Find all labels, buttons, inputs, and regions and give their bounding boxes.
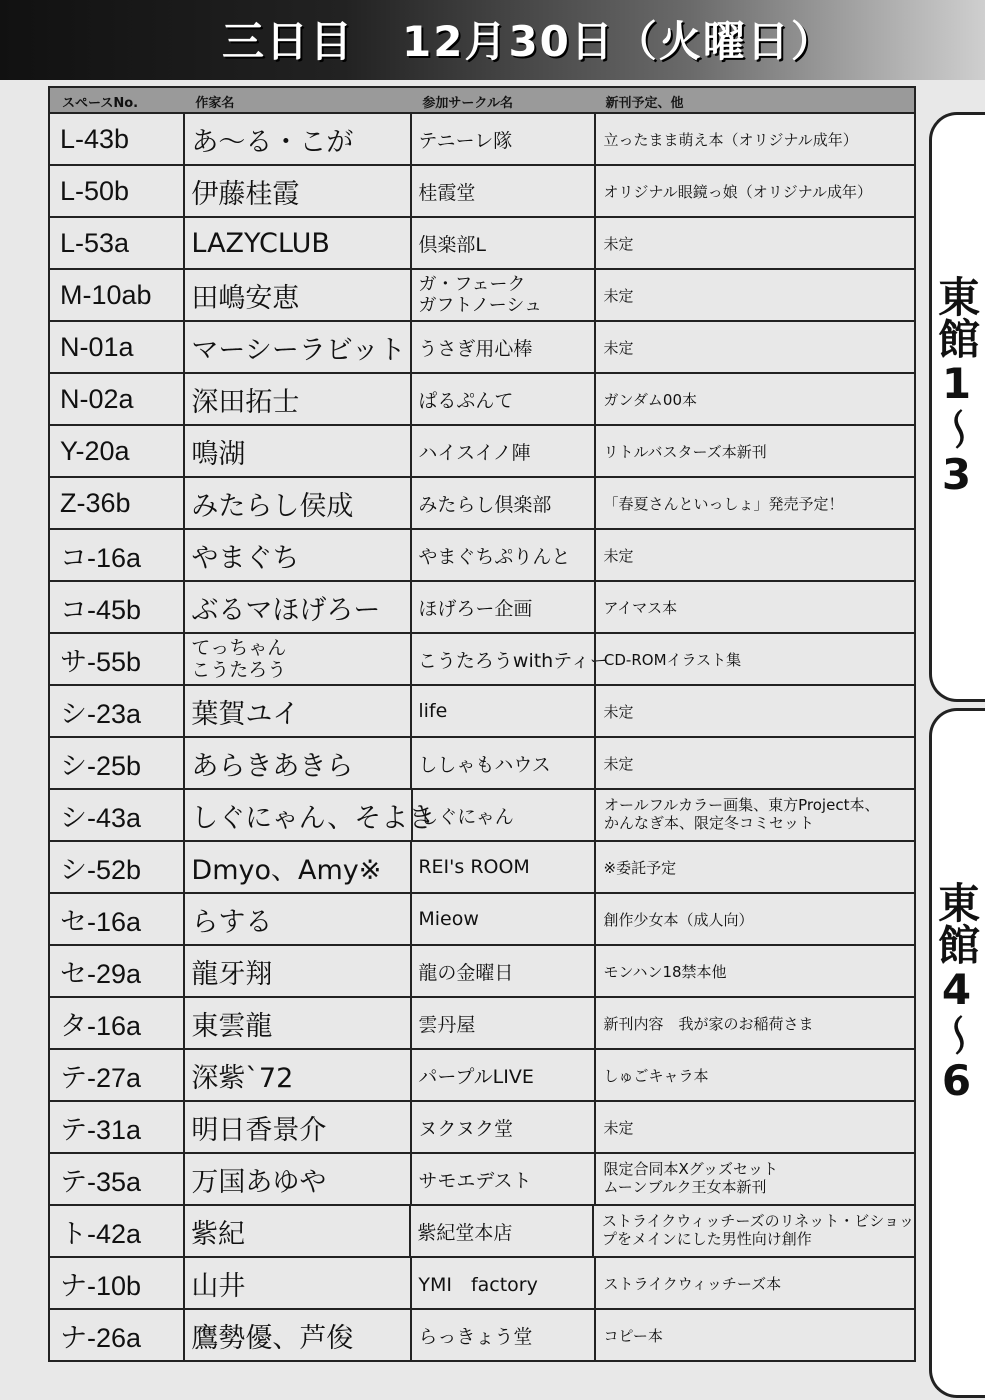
cell-author xyxy=(183,1310,410,1360)
table-row xyxy=(50,528,914,580)
cell-author-line: 明日香景介 xyxy=(191,1114,327,1146)
cell-author xyxy=(183,374,410,424)
cell-circle-line: みたらし倶楽部 xyxy=(418,493,552,516)
cell-notes-line: 未定 xyxy=(603,338,634,357)
cell-author xyxy=(183,686,410,736)
cell-space: M-10ab xyxy=(60,279,152,310)
cell-author-line: 鳴湖 xyxy=(191,438,246,470)
cell-space: ト-42a xyxy=(60,1218,142,1249)
cell-circle xyxy=(411,790,594,840)
cell-notes-line: モンハン18禁本他 xyxy=(603,962,727,981)
cell-notes-line: コピー本 xyxy=(603,1326,663,1345)
cell-space: コ-16a xyxy=(60,542,142,573)
cell-notes xyxy=(592,1206,914,1256)
cell-author xyxy=(183,218,410,268)
cell-author xyxy=(183,270,410,320)
cell-circle-line: やまぐちぷりんと xyxy=(418,545,571,568)
cell-circle xyxy=(410,426,593,476)
cell-space: L-43b xyxy=(60,123,130,154)
cell-circle xyxy=(410,1102,593,1152)
cell-notes xyxy=(594,114,915,164)
cell-circle xyxy=(410,1154,593,1204)
cell-space: シ-23a xyxy=(60,698,142,729)
cell-space: タ-16a xyxy=(60,1010,142,1041)
cell-notes-line: ストライクウィッチーズ本 xyxy=(603,1274,782,1293)
cell-author xyxy=(183,790,436,840)
cell-notes-line: プをメインにした男性向け創作 xyxy=(602,1230,812,1248)
header-day: 三日目 xyxy=(222,17,355,66)
cell-notes xyxy=(594,582,915,632)
cell-space: セ-29a xyxy=(60,958,142,989)
cell-author xyxy=(183,738,410,788)
cell-notes xyxy=(594,374,915,424)
cell-circle xyxy=(410,738,593,788)
cell-notes xyxy=(594,478,915,528)
table-row xyxy=(50,1100,914,1152)
cell-circle-line: サモエデスト xyxy=(418,1169,532,1192)
cell-author-line: てっちゃん xyxy=(191,636,287,659)
cell-notes-line: オリジナル眼鏡っ娘（オリジナル成年） xyxy=(603,182,873,201)
cell-author-line: Dmyo、Amy※ xyxy=(191,854,382,886)
cell-notes xyxy=(594,998,915,1048)
cell-circle-line: Mieow xyxy=(418,908,479,930)
side-tab-hall-1-3 xyxy=(929,112,985,702)
cell-author xyxy=(183,634,410,684)
cell-space: テ-35a xyxy=(60,1166,142,1197)
cell-author-line: あ〜る・こが xyxy=(191,126,354,158)
cell-notes xyxy=(594,530,915,580)
cell-author-line: みたらし侯成 xyxy=(191,490,354,522)
cell-space: N-02a xyxy=(60,383,134,414)
table-row xyxy=(50,840,914,892)
cell-notes xyxy=(594,426,915,476)
table-row xyxy=(50,372,914,424)
table-row xyxy=(50,1048,914,1100)
cell-circle xyxy=(410,842,593,892)
cell-notes-line: 新刊内容 我が家のお稲荷さま xyxy=(603,1014,814,1033)
cell-circle-line: パープルLIVE xyxy=(418,1065,534,1088)
cell-circle xyxy=(410,166,593,216)
table-row xyxy=(50,476,914,528)
table-row xyxy=(50,1204,914,1256)
cell-circle xyxy=(410,686,593,736)
table-row xyxy=(50,268,914,320)
cell-author xyxy=(183,1050,410,1100)
cell-circle xyxy=(410,478,593,528)
cell-circle xyxy=(410,946,593,996)
side-tab-hall-4-6 xyxy=(929,708,985,1398)
cell-author-line: 葉賀ユイ xyxy=(191,698,300,730)
cell-author xyxy=(183,530,410,580)
table-row xyxy=(50,996,914,1048)
cell-space: シ-43a xyxy=(60,802,142,833)
cell-circle-line: 倶楽部L xyxy=(418,233,486,256)
cell-notes xyxy=(594,322,915,372)
cell-space: シ-52b xyxy=(60,854,142,885)
cell-circle xyxy=(410,1050,593,1100)
cell-author xyxy=(183,1258,410,1308)
cell-author-line: あらきあきら xyxy=(191,750,354,782)
side-tab-label: 東館4〜6 xyxy=(932,881,981,1105)
cell-notes-line: ムーンブルク王女本新刊 xyxy=(603,1178,767,1196)
cell-author-line: 深紫`72 xyxy=(191,1062,294,1094)
column-header-space: スペースNo. xyxy=(62,96,139,111)
cell-circle-line: 雲丹屋 xyxy=(418,1013,476,1036)
table-row xyxy=(50,320,914,372)
cell-notes xyxy=(594,1154,915,1204)
cell-circle xyxy=(410,582,593,632)
table-row xyxy=(50,944,914,996)
cell-circle xyxy=(410,374,593,424)
cell-notes xyxy=(594,1310,915,1360)
cell-notes-line: 「春夏さんといっしょ」発売予定！ xyxy=(603,494,844,513)
cell-circle xyxy=(410,998,593,1048)
header-date: 12月30日（火曜日） xyxy=(402,17,835,66)
cell-notes xyxy=(594,686,915,736)
column-header-circle: 参加サークル名 xyxy=(422,96,513,111)
cell-notes xyxy=(594,790,914,840)
cell-author xyxy=(183,478,410,528)
cell-space: サ-55b xyxy=(60,646,142,677)
table-row xyxy=(50,164,914,216)
cell-author-line: やまぐち xyxy=(191,542,300,574)
cell-space: L-53a xyxy=(60,227,130,258)
cell-author xyxy=(183,894,410,944)
table-body xyxy=(48,112,916,1362)
cell-notes xyxy=(594,1258,915,1308)
cell-notes xyxy=(594,270,915,320)
cell-author-line: LAZYCLUB xyxy=(191,227,330,259)
table-row xyxy=(50,580,914,632)
cell-notes-line: 限定合同本Xグッズセット xyxy=(603,1160,779,1179)
cell-notes-line: 未定 xyxy=(603,546,634,565)
cell-circle xyxy=(410,634,609,684)
cell-notes-line: 立ったまま萌え本（オリジナル成年） xyxy=(603,130,858,149)
cell-circle-line: しぐにゃん xyxy=(419,805,514,828)
cell-circle-line: ほげろー企画 xyxy=(418,597,533,620)
cell-author-line: 深田拓士 xyxy=(191,386,300,418)
cell-space: セ-16a xyxy=(60,906,142,937)
cell-author-line: らする xyxy=(191,906,273,938)
cell-circle-line: REI's ROOM xyxy=(418,856,530,878)
cell-author xyxy=(183,1206,409,1256)
cell-notes-line: オールフルカラー画集、東方Project本、 xyxy=(604,796,880,815)
cell-circle xyxy=(410,530,593,580)
cell-notes-line: CD-ROMイラスト集 xyxy=(603,650,742,669)
cell-notes xyxy=(594,634,914,684)
cell-circle-line: こうたろうwithティー xyxy=(417,649,609,672)
cell-notes-line: しゅごキャラ本 xyxy=(603,1066,709,1085)
cell-notes-line: 未定 xyxy=(603,234,634,253)
cell-space: L-50b xyxy=(60,175,130,206)
cell-space: ナ-10b xyxy=(60,1270,142,1301)
cell-author-line: こうたろう xyxy=(191,659,287,681)
cell-circle xyxy=(410,894,593,944)
cell-circle-line: ガフトノーシュ xyxy=(418,295,543,316)
cell-space: テ-27a xyxy=(60,1062,142,1093)
header-title xyxy=(222,12,835,72)
cell-space: Y-20a xyxy=(60,435,130,466)
cell-notes-line: かんなぎ本、限定冬コミセット xyxy=(604,814,815,832)
cell-circle xyxy=(410,114,593,164)
table-row xyxy=(50,632,914,684)
cell-author xyxy=(183,426,410,476)
cell-circle-line: 龍の金曜日 xyxy=(418,961,514,984)
column-header-author: 作家名 xyxy=(195,96,235,111)
circle-table xyxy=(48,86,916,1362)
cell-notes xyxy=(594,166,915,216)
cell-circle xyxy=(409,1206,592,1256)
cell-author-line: ぶるマほげろー xyxy=(191,594,381,626)
table-row xyxy=(50,684,914,736)
cell-space: Z-36b xyxy=(60,487,131,518)
cell-notes xyxy=(594,946,915,996)
table-row xyxy=(50,1256,914,1308)
table-row xyxy=(50,1308,914,1360)
cell-author-line: 山井 xyxy=(191,1270,246,1302)
cell-author-line: 鷹勢優、芦俊 xyxy=(191,1322,354,1354)
cell-circle xyxy=(410,218,593,268)
cell-space: N-01a xyxy=(60,331,134,362)
cell-space: シ-25b xyxy=(60,750,142,781)
cell-notes-line: ※委託予定 xyxy=(603,858,677,877)
cell-author-line: 紫紀 xyxy=(191,1218,246,1250)
cell-author-line: 伊藤桂霞 xyxy=(191,178,300,210)
cell-circle xyxy=(410,1258,593,1308)
cell-author xyxy=(183,946,410,996)
cell-author-line: 田嶋安恵 xyxy=(191,282,300,314)
cell-author xyxy=(183,582,410,632)
cell-notes xyxy=(594,738,915,788)
cell-circle-line: life xyxy=(418,700,448,722)
cell-notes-line: 未定 xyxy=(603,702,634,721)
cell-notes-line: 創作少女本（成人向） xyxy=(603,910,754,929)
cell-author-line: しぐにゃん、そよき xyxy=(191,802,436,834)
cell-author-line: 龍牙翔 xyxy=(191,958,273,990)
table-row xyxy=(50,216,914,268)
cell-circle xyxy=(410,270,593,320)
cell-space: ナ-26a xyxy=(60,1322,142,1353)
cell-author xyxy=(183,114,410,164)
cell-notes xyxy=(594,842,915,892)
cell-author xyxy=(183,322,410,372)
cell-circle-line: うさぎ用心棒 xyxy=(418,337,533,360)
cell-notes xyxy=(594,1050,915,1100)
table-row xyxy=(50,114,914,164)
cell-circle-line: YMI factory xyxy=(418,1273,538,1296)
cell-circle-line: 桂霞堂 xyxy=(418,181,476,204)
cell-notes xyxy=(594,218,915,268)
cell-circle-line: ししゃもハウス xyxy=(418,753,551,776)
page-header xyxy=(0,0,985,80)
cell-space: テ-31a xyxy=(60,1114,142,1145)
cell-circle-line: らっきょう堂 xyxy=(418,1325,533,1348)
cell-notes-line: アイマス本 xyxy=(603,598,678,617)
cell-author xyxy=(183,998,410,1048)
cell-notes xyxy=(594,894,915,944)
cell-circle-line: ガ・フェーク xyxy=(418,273,526,295)
cell-circle-line: 紫紀堂本店 xyxy=(417,1221,513,1244)
table-row xyxy=(50,788,914,840)
table-row xyxy=(50,736,914,788)
cell-circle xyxy=(410,322,593,372)
cell-notes-line: 未定 xyxy=(603,286,634,305)
cell-notes xyxy=(594,1102,915,1152)
cell-author-line: 東雲龍 xyxy=(191,1010,273,1042)
table-row xyxy=(50,1152,914,1204)
cell-notes-line: ストライクウィッチーズのリネット・ビショッ xyxy=(602,1212,915,1231)
table-row xyxy=(50,892,914,944)
table-row xyxy=(50,424,914,476)
cell-circle-line: ヌクヌク堂 xyxy=(418,1117,513,1140)
cell-author-line: 万国あゆや xyxy=(191,1166,327,1198)
cell-circle-line: テニーレ隊 xyxy=(418,129,513,152)
cell-notes-line: ガンダム00本 xyxy=(603,390,697,409)
cell-notes-line: リトルバスターズ本新刊 xyxy=(603,442,767,461)
cell-space: コ-45b xyxy=(60,594,142,625)
cell-author xyxy=(183,1154,410,1204)
cell-circle-line: ハイスイノ陣 xyxy=(418,441,531,464)
table-header xyxy=(48,86,916,112)
cell-notes-line: 未定 xyxy=(603,754,634,773)
side-tab-label: 東館1〜3 xyxy=(932,275,981,499)
cell-notes-line: 未定 xyxy=(603,1118,634,1137)
cell-circle xyxy=(410,1310,593,1360)
cell-author xyxy=(183,1102,410,1152)
cell-author xyxy=(183,842,410,892)
cell-circle-line: ぱるぷんて xyxy=(418,389,514,412)
cell-author xyxy=(183,166,410,216)
cell-author-line: マーシーラビット xyxy=(191,334,406,366)
column-header-notes: 新刊予定、他 xyxy=(605,96,684,111)
